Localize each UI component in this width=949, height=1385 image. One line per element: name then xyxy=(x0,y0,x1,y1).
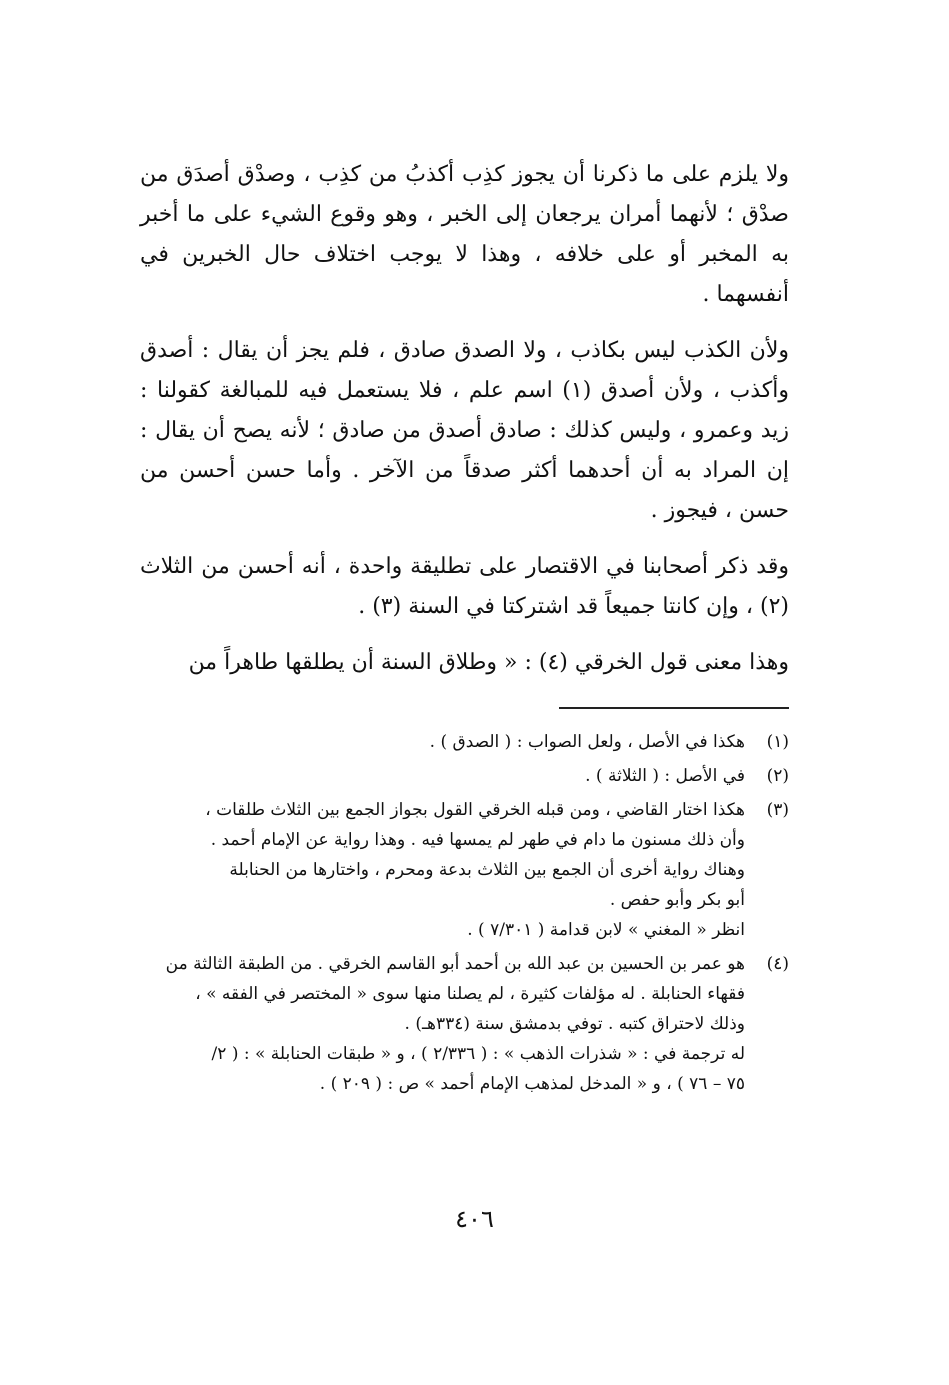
page-number: ٤٠٦ xyxy=(455,1205,494,1233)
page xyxy=(140,155,789,1103)
footnote-line: انظر « المغني » لابن قدامة ( ٧/٣٠١ ) . xyxy=(467,920,745,940)
footnote-body xyxy=(140,761,745,791)
footnote-number: (٤) xyxy=(766,954,789,974)
footnote-2 xyxy=(140,761,789,791)
footnotes xyxy=(140,727,789,1099)
footnote-3 xyxy=(140,795,789,945)
footnote-line: وأن ذلك مسنون ما دام في طهر لم يمسها فيه . وهذا رواية عن الإمام أحمد . xyxy=(210,830,745,850)
footnote-line: أبو بكر وأبو حفص . xyxy=(609,890,745,910)
footnote-line: هكذا في الأصل ، ولعل الصواب : ( الصدق ) . xyxy=(429,732,745,752)
footnote-separator xyxy=(559,707,789,709)
paragraph: وهذا معنى قول الخرقي (٤) : « وطلاق السنة أن يطلقها طاهراً من xyxy=(188,650,789,675)
footnote-line: فقهاء الحنابلة . له مؤلفات كثيرة ، لم يصلنا منها سوى « المختصر في الفقه » ، xyxy=(195,984,745,1004)
footnote-body xyxy=(140,795,745,945)
paragraph: ولا يلزم على ما ذكرنا أن يجوز كذِب أكذبُ من كذِب ، وصدْق أصدَق من صدْق ؛ لأنهما أمران يرجعان إلى الخبر ، وهو وقوع الشيء على ما أخبر به المخبر أو على خلافه ، وهذا لا يوجب اختلاف حال الخبرين في أنفسهما . xyxy=(140,162,789,307)
footnote-body xyxy=(140,949,745,1099)
footnote-number: (٢) xyxy=(766,766,789,786)
footnote-line: وهناك رواية أخرى أن الجمع بين الثلاث بدعة ومحرم ، واختارها من الحنابلة xyxy=(229,860,745,880)
footnote-body xyxy=(140,727,745,757)
footnote-number: (٣) xyxy=(766,800,789,820)
footnote-4 xyxy=(140,949,789,1099)
footnote-line: ٧٥ – ٧٦ ) ، و « المدخل لمذهب الإمام أحمد » ص : ( ٢٠٩ ) . xyxy=(319,1074,745,1094)
footnote-line: وذلك لاحتراق كتبه . توفي بدمشق سنة (٣٣٤هـ) . xyxy=(404,1014,745,1034)
footnote-line: في الأصل : ( الثلاثة ) . xyxy=(585,766,745,786)
footnote-1 xyxy=(140,727,789,757)
footnote-line: هكذا اختار القاضي ، ومن قبله الخرقي القول بجواز الجمع بين الثلاث طلقات ، xyxy=(205,800,745,820)
paragraph: ولأن الكذب ليس بكاذب ، ولا الصدق صادق ، فلم يجز أن يقال : أصدق وأكذب ، ولأن أصدق (١) اسم علم ، فلا يستعمل فيه للمبالغة كقولنا : زيد وعمرو ، وليس كذلك : صادق أصدق من صادق ؛ لأنه يصح أن يقال : إن المراد به أن أحدهما أكثر صدقاً من الآخر . وأما حسن أحسن من حسن ، فيجوز . xyxy=(140,338,789,523)
footnote-number: (١) xyxy=(766,732,789,752)
footnote-line: له ترجمة في : « شذرات الذهب » : ( ٢/٣٣٦ ) ، و « طبقات الحنابلة » : ( ٢/ xyxy=(211,1044,745,1064)
main-text xyxy=(140,155,789,683)
footnote-line: هو عمر بن الحسين بن عبد الله بن أحمد أبو القاسم الخرقي . من الطبقة الثالثة من xyxy=(165,954,745,974)
paragraph: وقد ذكر أصحابنا في الاقتصار على تطليقة واحدة ، أنه أحسن من الثلاث (٢) ، وإن كانتا جميعاً قد اشتركتا في السنة (٣) . xyxy=(140,554,789,619)
